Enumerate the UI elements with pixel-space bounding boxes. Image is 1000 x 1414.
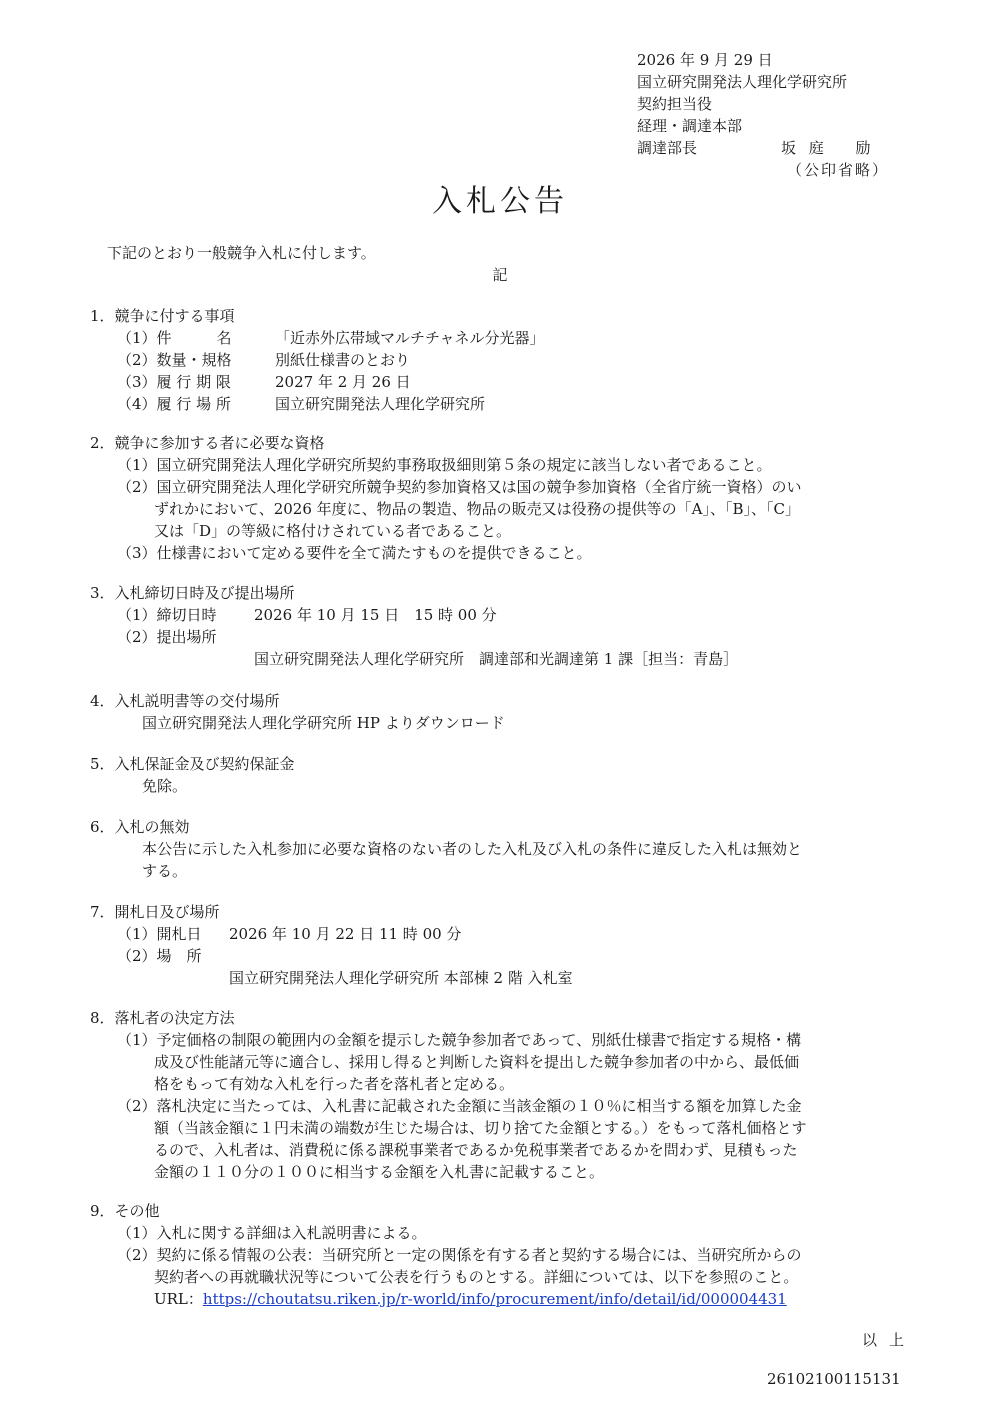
list-item-continuation: るので、入札者は、消費税に係る課税事業者であるか免税事業者であるかを問わず、見積もった: [154, 1141, 798, 1159]
list-item-continuation: 金額の１１０分の１００に相当する金額を入札書に記載すること。: [154, 1163, 605, 1181]
issuer-role: 契約担当役: [637, 95, 713, 113]
list-item-continuation: 格をもって有効な入札を行った者を落札者と定める。: [154, 1075, 515, 1093]
section-heading: 2．競争に参加する者に必要な資格: [90, 434, 325, 452]
list-item: （1）国立研究開発法人理化学研究所契約事務取扱細則第５条の規定に該当しない者であること。: [117, 456, 772, 474]
item-value: 「近赤外広帯域マルチチャネル分光器」: [275, 329, 545, 347]
opening-datetime: 2026 年 10 月 22 日 11 時 00 分: [229, 925, 462, 943]
section-heading: 5．入札保証金及び契約保証金: [90, 755, 295, 773]
list-item-continuation: 成及び性能諸元等に適合し、採用し得ると判断した資料を提出した競争参加者の中から、最低価: [154, 1053, 800, 1071]
item-value: 2027 年 2 月 26 日: [275, 373, 411, 391]
section-text: 本公告に示した入札参加に必要な資格のない者のした入札及び入札の条件に違反した入札は無効と: [142, 840, 803, 858]
item-label: （2）数量・規格: [117, 351, 232, 369]
item-value: 別紙仕様書のとおり: [275, 351, 411, 369]
procurement-info-link[interactable]: https://choutatsu.riken.jp/r-world/info/procurement/info/detail/id/000004431: [202, 1290, 787, 1308]
section-heading: 8．落札者の決定方法: [90, 1009, 235, 1027]
item-value: 国立研究開発法人理化学研究所: [275, 395, 486, 413]
list-item-continuation: 又は「D」の等級に格付けされている者であること。: [154, 522, 512, 540]
closing-mark: 以上: [862, 1331, 917, 1349]
issuer-block: [637, 49, 889, 181]
list-item-continuation: ずれかにおいて、2026 年度に、物品の製造、物品の販売又は役務の提供等の「A」、「B」、「C」: [154, 500, 800, 518]
list-item: （3）仕様書において定める要件を全て満たすものを提供できること。: [117, 544, 592, 562]
list-item: （2）落札決定に当たっては、入札書に記載された金額に当該金額の１０％に相当する額を加算した金: [117, 1097, 802, 1115]
list-item: （1）入札に関する詳細は入札説明書による。: [117, 1224, 427, 1242]
list-item: （2）契約に係る情報の公表：当研究所と一定の関係を有する者と契約する場合には、当研究所からの: [117, 1246, 802, 1264]
section-text: 免除。: [142, 777, 188, 795]
section-heading: 3．入札締切日時及び提出場所: [90, 584, 295, 602]
list-item-continuation: 額（当該金額に１円未満の端数が生じた場合は、切り捨てた金額とする。）をもって落札価格とす: [154, 1119, 807, 1137]
url-label: URL：: [154, 1290, 203, 1308]
list-item: （2）国立研究開発法人理化学研究所競争契約参加資格又は国の競争参加資格（全省庁統一資格）のい: [117, 478, 802, 496]
deadline-value: 2026 年 10 月 15 日 15 時 00 分: [254, 606, 497, 624]
seal-note: （公印省略）: [787, 161, 890, 179]
opening-place: 国立研究開発法人理化学研究所 本部棟 2 階 入札室: [229, 969, 573, 987]
section-text: 国立研究開発法人理化学研究所 HP よりダウンロード: [142, 714, 505, 732]
section-heading: 4．入札説明書等の交付場所: [90, 692, 280, 710]
item-label: （2）提出場所: [117, 628, 217, 646]
section-heading: 7．開札日及び場所: [90, 903, 220, 921]
issue-date: 2026 年 9 月 29 日: [637, 51, 773, 69]
item-label: （1）締切日時: [117, 606, 217, 624]
issuer-name: 坂 庭 励: [781, 139, 875, 157]
page-title: 入札公告: [432, 184, 568, 219]
list-item: （1）予定価格の制限の範囲内の金額を提示した競争参加者であって、別紙仕様書で指定する規格・構: [117, 1031, 802, 1049]
issuer-org: 国立研究開発法人理化学研究所: [637, 73, 848, 91]
issuer-title: 調達部長: [637, 139, 698, 157]
list-item-continuation: 契約者への再就職状況等について公表を行うものとする。詳細については、以下を参照のこと。: [154, 1268, 799, 1286]
issuer-dept: 経理・調達本部: [637, 117, 743, 135]
submission-place: 国立研究開発法人理化学研究所 調達部和光調達第 1 課［担当：青島］: [254, 650, 739, 668]
item-label: （1）開札日: [117, 925, 202, 943]
section-heading: 9．その他: [90, 1202, 160, 1220]
section-text: する。: [142, 862, 188, 880]
intro-text: 下記のとおり一般競争入札に付します。: [107, 244, 376, 262]
section-heading: 1．競争に付する事項: [90, 307, 235, 325]
url-row: [154, 1288, 787, 1310]
section-heading: 6．入札の無効: [90, 818, 190, 836]
item-label: （1）件 名: [117, 329, 232, 347]
item-label: （3）履 行 期 限: [117, 373, 231, 391]
item-label: （2）場 所: [117, 947, 202, 965]
document-code: 26102100115131: [767, 1370, 901, 1388]
issuer-title-row: [637, 137, 889, 159]
item-label: （4）履 行 場 所: [117, 395, 231, 413]
ki-mark: 記: [492, 266, 508, 284]
